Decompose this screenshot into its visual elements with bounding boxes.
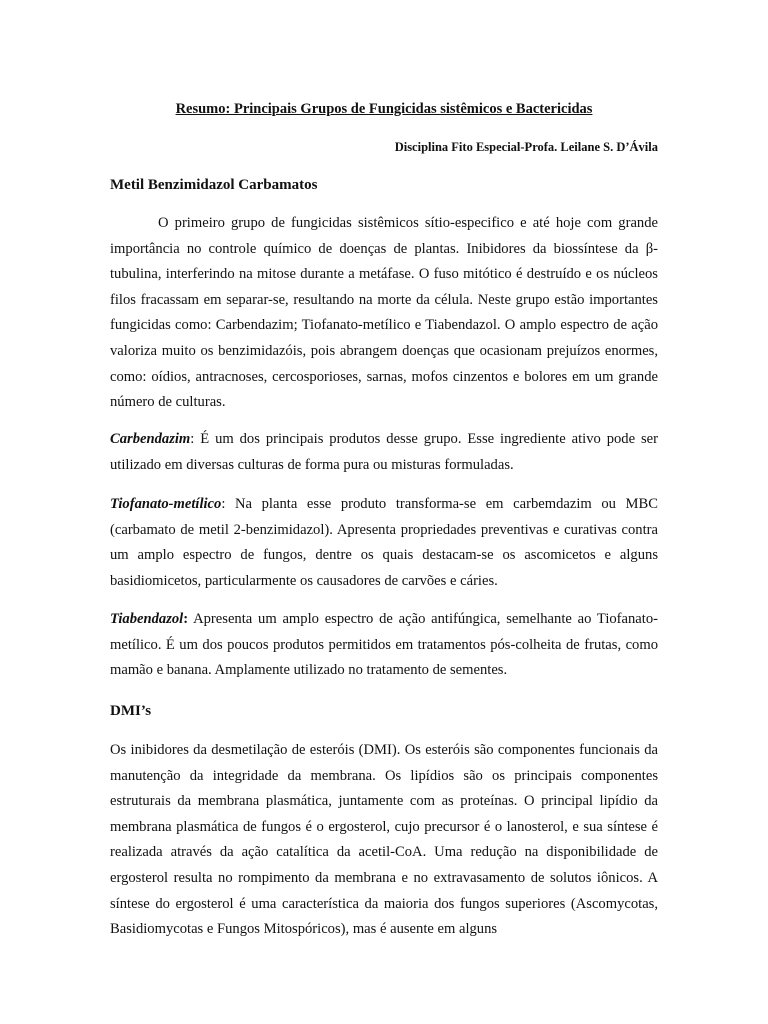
term-carbendazim: Carbendazim <box>110 431 191 447</box>
paragraph-tiabendazol <box>110 607 658 684</box>
paragraph-carbendazim <box>110 427 658 478</box>
term-separator: : <box>183 611 189 627</box>
discipline-line: Disciplina Fito Especial-Profa. Leilane S. D’Ávila <box>394 140 658 154</box>
term-tiofanato-metilico: Tiofanato-metílico <box>110 496 222 512</box>
document-page <box>110 0 658 1024</box>
term-tiabendazol: Tiabendazol <box>110 611 184 627</box>
paragraph-dmi: Os inibidores da desmetilação de esteróis (DMI). Os esteróis são componentes funcionais da manutenção da integridade da membrana. Os lipídios são os principais componentes estruturais da membrana plasmática, juntamente com as proteínas. O principal lipídio da membrana plasmática de fungos é o ergosterol, cujo precursor é o lanosterol, e sua síntese é realizada através da ação catalítica da acetil-CoA. Uma redução na disponibilidade de ergosterol resulta no rompimento da membrana e no extravasamento de solutos iônicos. A síntese do ergosterol é uma característica da maioria dos fungos superiores (Ascomycotas, Basidiomycotas e Fungos Mitospóricos), mas é ausente em alguns <box>110 742 658 938</box>
paragraph-tiofanato <box>110 492 658 594</box>
term-description: Apresenta um amplo espectro de ação antifúngica, semelhante ao Tiofanato-metílico. É um dos poucos produtos permitidos em tratamentos pós-colheita de frutas, como mamão e banana. Amplamente utilizado no tratamento de sementes. <box>110 611 658 679</box>
term-description: Na planta esse produto transforma-se em carbemdazim ou MBC (carbamato de metil 2-benzimidazol). Apresenta propriedades preventivas e curativas contra um amplo espectro de fungos, dentre os quais destacam-se os ascomicetos e alguns basidiomicetos, particularmente os causadores de carvões e cáries. <box>110 496 658 589</box>
section-heading-dmi: DMI’s <box>110 703 152 719</box>
paragraph-intro: O primeiro grupo de fungicidas sistêmicos sítio-especifico e até hoje com grande importância no controle químico de doenças de plantas. Inibidores da biossíntese da β-tubulina, interferindo na mitose durante a metáfase. O fuso mitótico é destruído e os núcleos filos fracassam em separar-se, resultando na morte da célula. Neste grupo estão importantes fungicidas como: Carbendazim; Tiofanato-metílico e Tiabendazol. O amplo espectro de ação valoriza muito os benzimidazóis, pois abrangem doenças que ocasionam prejuízos enormes, como: oídios, antracnoses, cercosporioses, sarnas, mofos cinzentos e bolores em um grande número de culturas. <box>110 215 658 411</box>
document-title: Resumo: Principais Grupos de Fungicidas sistêmicos e Bactericidas <box>175 101 593 117</box>
section-heading-metil-benzimidazol: Metil Benzimidazol Carbamatos <box>110 177 318 193</box>
term-description: É um dos principais produtos desse grupo. Esse ingrediente ativo pode ser utilizado em diversas culturas de forma pura ou misturas formuladas. <box>110 431 658 473</box>
term-separator: : <box>190 431 195 447</box>
term-separator: : <box>221 496 226 512</box>
